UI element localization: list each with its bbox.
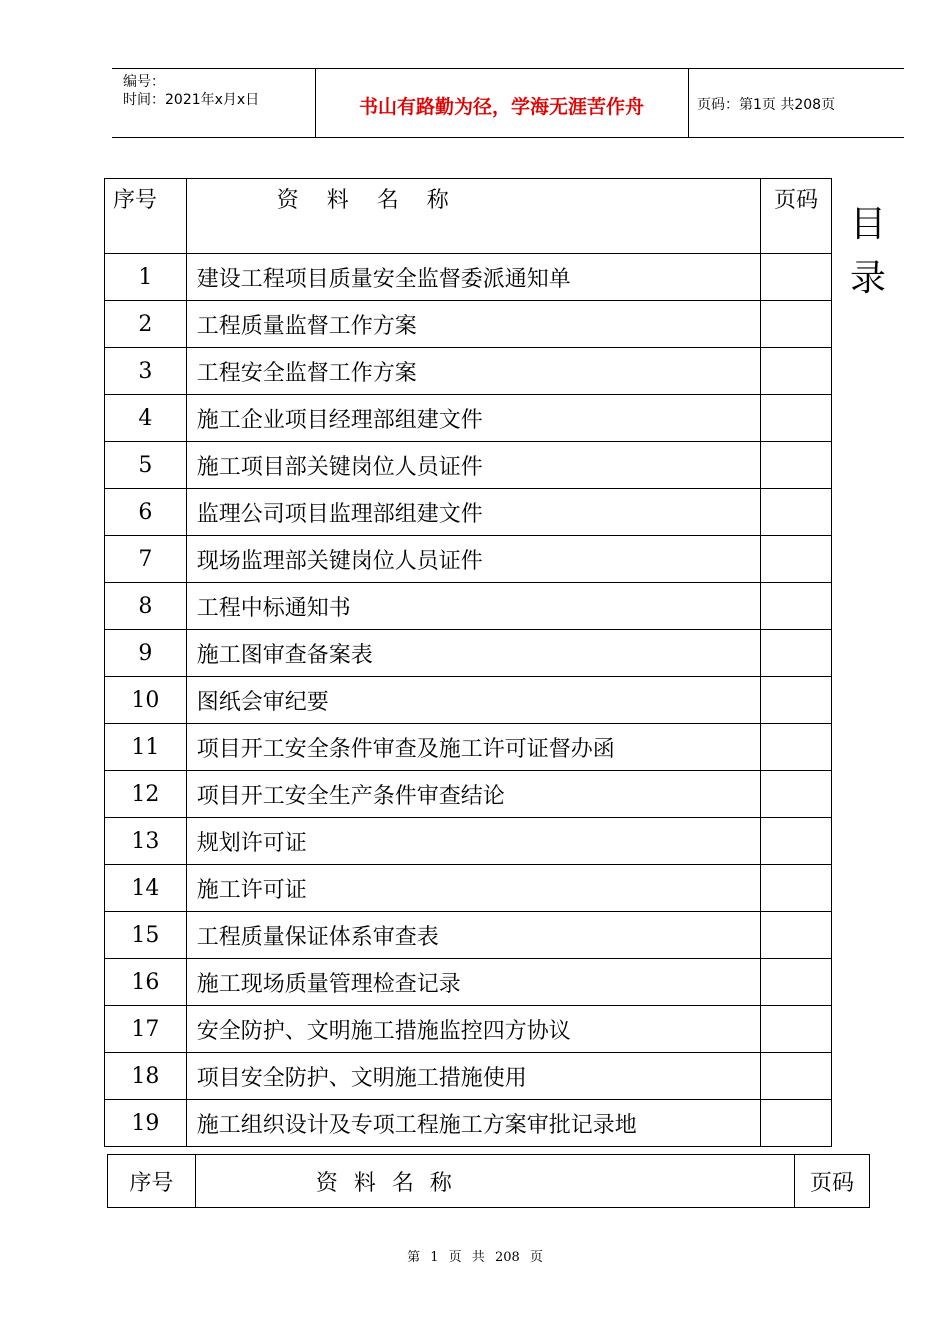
table-row [105,395,832,442]
table-row [105,724,832,771]
row-number: 1 [105,254,187,301]
row-number: 13 [105,818,187,865]
footer-total-pages: 208 [494,1250,520,1265]
serial-number-label: 编号： [123,74,165,90]
row-page-cell [761,630,832,677]
row-number: 6 [105,489,187,536]
header-meta-cell [112,69,316,137]
row-document-name: 安全防护、文明施工措施监控四方协议 [186,1006,760,1053]
row-document-name: 项目安全防护、文明施工措施使用 [186,1053,760,1100]
row-page-cell [761,254,832,301]
time-label: 时间：2021年x月x日 [123,92,260,108]
contents-title-char-2: 录 [849,258,886,299]
row-number: 7 [105,536,187,583]
row-document-name: 工程质量保证体系审查表 [186,912,760,959]
row-document-name: 施工图审查备案表 [186,630,760,677]
table-row [105,865,832,912]
col-header-name: 资料名称 [186,179,760,254]
footer-ye: 页 [448,1250,462,1265]
row-document-name: 工程中标通知书 [186,583,760,630]
footer-di: 第 [407,1250,421,1265]
col-header-name: 资料名称 [195,1155,794,1208]
table-row [105,536,832,583]
table-row [105,771,832,818]
header-motto-cell [315,69,689,137]
row-number: 11 [105,724,187,771]
row-document-name: 工程安全监督工作方案 [186,348,760,395]
contents-title-char-1: 目 [849,204,886,245]
table-row [105,442,832,489]
row-document-name: 项目开工安全条件审查及施工许可证督办函 [186,724,760,771]
row-page-cell [761,489,832,536]
row-page-cell [761,395,832,442]
col-header-page: 页码 [795,1155,870,1208]
row-page-cell [761,865,832,912]
table-row [105,1006,832,1053]
col-header-no: 序号 [105,179,187,254]
table-row [105,348,832,395]
row-number: 8 [105,583,187,630]
row-page-cell [761,912,832,959]
row-document-name: 项目开工安全生产条件审查结论 [186,771,760,818]
row-page-cell [761,677,832,724]
row-number: 9 [105,630,187,677]
table-row [105,1053,832,1100]
row-page-cell [761,818,832,865]
page-footer [0,1246,950,1265]
table-row [105,489,832,536]
row-number: 15 [105,912,187,959]
row-page-cell [761,1100,832,1147]
table-row [105,912,832,959]
row-page-cell [761,1006,832,1053]
row-document-name: 图纸会审纪要 [186,677,760,724]
document-header [112,68,904,138]
row-number: 12 [105,771,187,818]
row-page-cell [761,442,832,489]
row-page-cell [761,959,832,1006]
row-page-cell [761,724,832,771]
row-page-cell [761,1053,832,1100]
footer-gong: 共 [471,1250,485,1265]
row-number: 10 [105,677,187,724]
motto-text: 书山有路勤为径，学海无涯苦作舟 [358,96,644,118]
row-number: 17 [105,1006,187,1053]
row-document-name: 施工项目部关键岗位人员证件 [186,442,760,489]
table-row [105,254,832,301]
row-number: 18 [105,1053,187,1100]
table-row [105,301,832,348]
table-header-row [108,1155,870,1208]
row-document-name: 工程质量监督工作方案 [186,301,760,348]
row-document-name: 施工现场质量管理检查记录 [186,959,760,1006]
row-number: 14 [105,865,187,912]
contents-title [846,198,890,306]
row-page-cell [761,771,832,818]
table-row [105,959,832,1006]
contents-table [104,178,832,1147]
table-row [105,818,832,865]
row-document-name: 规划许可证 [186,818,760,865]
table-row [105,583,832,630]
row-document-name: 建设工程项目质量安全监督委派通知单 [186,254,760,301]
col-header-no: 序号 [108,1155,196,1208]
row-document-name: 施工组织设计及专项工程施工方案审批记录地 [186,1100,760,1147]
row-page-cell [761,536,832,583]
row-document-name: 施工企业项目经理部组建文件 [186,395,760,442]
row-document-name: 监理公司项目监理部组建文件 [186,489,760,536]
row-number: 2 [105,301,187,348]
row-number: 3 [105,348,187,395]
table-row [105,677,832,724]
row-number: 19 [105,1100,187,1147]
row-number: 4 [105,395,187,442]
row-page-cell [761,348,832,395]
table-header-row [105,179,832,254]
row-document-name: 现场监理部关键岗位人员证件 [186,536,760,583]
row-page-cell [761,301,832,348]
row-number: 16 [105,959,187,1006]
header-page-label: 页码：第1页 共208页 [697,97,836,113]
contents-table-continued-header [107,1154,870,1208]
col-header-page: 页码 [761,179,832,254]
header-page-cell [689,69,904,137]
table-row [105,1100,832,1147]
footer-page-number: 1 [430,1250,439,1265]
footer-ye-2: 页 [529,1250,543,1265]
table-row [105,630,832,677]
row-document-name: 施工许可证 [186,865,760,912]
row-number: 5 [105,442,187,489]
row-page-cell [761,583,832,630]
